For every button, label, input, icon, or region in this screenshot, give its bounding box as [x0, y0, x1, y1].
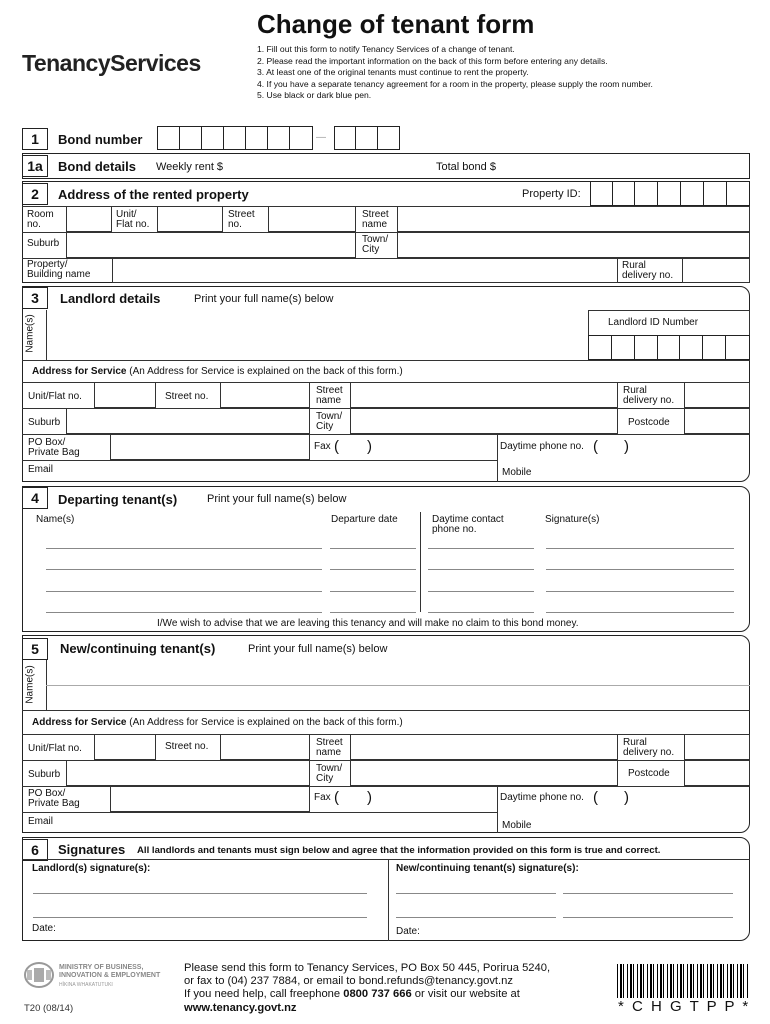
- address-for-service-heading: [32, 366, 403, 377]
- email-input[interactable]: [60, 461, 490, 481]
- logo: TenancyServices: [22, 50, 201, 76]
- departing-name-line[interactable]: [46, 548, 322, 549]
- divider: [22, 859, 750, 860]
- landlord-date-input[interactable]: [62, 920, 362, 938]
- daytime-phone-label: Daytime phone no.: [500, 792, 584, 803]
- fax-paren-open: (: [334, 789, 339, 806]
- bond-number-dash: —: [316, 132, 326, 143]
- section-1-number: 1: [22, 128, 48, 150]
- divider: [420, 512, 421, 612]
- tenant-date-input[interactable]: [426, 920, 726, 938]
- tenant-date-label: Date:: [396, 926, 420, 937]
- tenant-names-input[interactable]: [48, 660, 748, 710]
- instructions-list: [257, 44, 747, 102]
- rural-delivery-input[interactable]: [684, 382, 750, 408]
- section-6-title: Signatures: [58, 842, 126, 857]
- building-name-input[interactable]: [112, 258, 618, 283]
- postcode-label: Postcode: [628, 417, 670, 428]
- suburb-input[interactable]: [66, 408, 310, 434]
- suburb-input[interactable]: [66, 760, 310, 786]
- section-6-number: 6: [22, 839, 48, 861]
- street-name-input[interactable]: [350, 382, 618, 408]
- street-no-label: Street no.: [165, 391, 209, 402]
- section-1-title: Bond number: [58, 132, 143, 147]
- barcode-icon: [617, 964, 750, 998]
- form-code: T20 (08/14): [24, 1003, 74, 1014]
- signature-line[interactable]: [546, 548, 734, 549]
- footer-instructions: [184, 962, 550, 1015]
- instruction-item: 3. At least one of the original tenants must continue to rent the property.: [257, 67, 529, 77]
- property-id-field[interactable]: [590, 181, 750, 206]
- postcode-label: Postcode: [628, 768, 670, 779]
- landlord-names-input[interactable]: [48, 310, 588, 360]
- departure-date-line[interactable]: [330, 569, 416, 570]
- section-3-number: 3: [22, 287, 48, 309]
- suburb-input[interactable]: [66, 232, 356, 258]
- street-name-label: Street name: [316, 385, 343, 406]
- section-3-title: Landlord details: [60, 291, 161, 306]
- departure-date-line[interactable]: [330, 612, 416, 613]
- fax-paren-close: ): [367, 438, 372, 455]
- total-bond-label: Total bond $: [436, 161, 496, 173]
- send-line-2: or fax to (04) 237 7884, or email to bond.refunds@tenancy.govt.nz: [184, 975, 513, 988]
- section-1a-title: Bond details: [58, 159, 137, 174]
- landlord-signature-line[interactable]: [33, 893, 367, 894]
- phone-paren-open: (: [593, 789, 598, 806]
- barcode-text: * C H G T P P *: [618, 998, 751, 1015]
- fax-paren-close: ): [367, 789, 372, 806]
- tenant-signature-line[interactable]: [563, 893, 733, 894]
- street-name-label: Street name: [316, 737, 343, 758]
- unit-flat-input[interactable]: [94, 734, 156, 760]
- afs-bold: Address for Service: [32, 366, 127, 377]
- bond-number-field[interactable]: [157, 126, 313, 150]
- contact-phone-line[interactable]: [428, 548, 534, 549]
- po-box-input[interactable]: [110, 786, 310, 812]
- street-no-input[interactable]: [268, 206, 356, 232]
- daytime-phone-input[interactable]: [590, 788, 746, 810]
- po-box-input[interactable]: [110, 434, 310, 460]
- instruction-item: 5. Use black or dark blue pen.: [257, 90, 372, 100]
- col-names-label: Name(s): [36, 514, 75, 525]
- afs-note: (An Address for Service is explained on the back of this form.): [129, 717, 403, 728]
- town-city-input[interactable]: [397, 232, 750, 258]
- rural-delivery-label: Rural delivery no.: [622, 260, 674, 281]
- departing-declaration: I/We wish to advise that we are leaving this tenancy and will make no claim to this bond money.: [157, 618, 579, 629]
- room-no-input[interactable]: [66, 206, 112, 232]
- departure-date-line[interactable]: [330, 548, 416, 549]
- section-5-subtitle: Print your full name(s) below: [248, 643, 388, 655]
- email-input[interactable]: [60, 813, 490, 832]
- signature-line[interactable]: [546, 612, 734, 613]
- bond-number-suffix-field[interactable]: [334, 126, 400, 150]
- section-2-title: Address of the rented property: [58, 187, 249, 202]
- town-city-input[interactable]: [350, 408, 618, 434]
- property-id-label: Property ID:: [522, 188, 581, 200]
- tenant-signature-line[interactable]: [396, 917, 556, 918]
- daytime-phone-input[interactable]: [590, 436, 746, 458]
- col-signature-label: Signature(s): [545, 514, 600, 525]
- rural-delivery-label: Rural delivery no.: [623, 737, 675, 758]
- street-no-label: Street no.: [228, 209, 255, 230]
- street-no-label: Street no.: [165, 741, 209, 752]
- rural-delivery-input[interactable]: [684, 734, 750, 760]
- town-city-input[interactable]: [350, 760, 618, 786]
- tenant-signature-line[interactable]: [396, 893, 556, 894]
- section-5-title: New/continuing tenant(s): [60, 641, 216, 656]
- mobile-label: Mobile: [502, 467, 532, 478]
- section-4-title: Departing tenant(s): [58, 492, 178, 507]
- ministry-maori-name: HĪKINA WHAKATUTUKI: [59, 982, 113, 988]
- unit-flat-input[interactable]: [94, 382, 156, 408]
- street-name-label: Street name: [362, 209, 389, 230]
- contact-phone-line[interactable]: [428, 569, 534, 570]
- town-city-label: Town/ City: [362, 234, 389, 255]
- instruction-item: 2. Please read the important information on the back of this form before entering any details.: [257, 55, 608, 66]
- section-3-subtitle: Print your full name(s) below: [194, 293, 334, 305]
- instruction-item: 1. Fill out this form to notify Tenancy Services of a change of tenant.: [257, 44, 515, 54]
- daytime-phone-label: Daytime phone no.: [500, 441, 584, 452]
- unit-flat-label: Unit/Flat no.: [28, 743, 82, 754]
- section-5-number: 5: [22, 638, 48, 660]
- section-1a-number: 1a: [22, 155, 48, 177]
- postcode-input[interactable]: [684, 408, 750, 434]
- fax-paren-open: (: [334, 438, 339, 455]
- suburb-label: Suburb: [28, 769, 61, 780]
- weekly-rent-input[interactable]: [232, 157, 422, 175]
- divider: [497, 786, 498, 833]
- landlord-names-side-label: Name(s): [24, 314, 36, 353]
- po-box-label: PO Box/ Private Bag: [28, 437, 80, 458]
- instruction-item: 4. If you have a separate tenancy agreement for a room in the property, please supply the room number.: [257, 78, 653, 89]
- landlord-id-label: Landlord ID Number: [608, 317, 699, 328]
- street-no-input[interactable]: [220, 734, 310, 760]
- suburb-label: Suburb: [28, 417, 61, 428]
- divider: [46, 310, 47, 360]
- departing-name-line[interactable]: [46, 569, 322, 570]
- fax-label: Fax: [314, 792, 331, 803]
- po-box-label: PO Box/ Private Bag: [28, 788, 80, 809]
- divider: [497, 434, 498, 482]
- suburb-label: Suburb: [27, 238, 60, 249]
- departing-name-line[interactable]: [46, 612, 322, 613]
- departing-name-line[interactable]: [46, 591, 322, 592]
- phone-paren-open: (: [593, 438, 598, 455]
- fax-input[interactable]: [330, 788, 490, 810]
- rural-delivery-label: Rural delivery no.: [623, 385, 675, 406]
- phone-paren-close: ): [624, 438, 629, 455]
- landlord-id-field[interactable]: [588, 335, 750, 360]
- mobile-label: Mobile: [502, 820, 532, 831]
- crest-logo-icon: [22, 960, 56, 990]
- unit-flat-input[interactable]: [157, 206, 223, 232]
- website-link[interactable]: www.tenancy.govt.nz: [184, 1001, 297, 1014]
- town-city-label: Town/ City: [316, 763, 343, 784]
- divider: [22, 710, 750, 711]
- landlord-signature-line[interactable]: [33, 917, 367, 918]
- afs-bold: Address for Service: [32, 717, 127, 728]
- help-prefix: If you need help, call freephone: [184, 988, 344, 1001]
- room-no-label: Room no.: [27, 209, 54, 230]
- help-suffix: or visit our website at: [411, 988, 520, 1001]
- tenant-names-side-label: Name(s): [24, 665, 36, 704]
- building-name-label: Property/ Building name: [27, 259, 91, 280]
- afs-note: (An Address for Service is explained on the back of this form.): [129, 366, 403, 377]
- freephone-number[interactable]: 0800 737 666: [343, 988, 412, 1001]
- help-line: [184, 988, 550, 1001]
- col-departure-label: Departure date: [331, 514, 398, 525]
- section-2-number: 2: [22, 183, 48, 205]
- page-title: Change of tenant form: [257, 9, 535, 39]
- send-line-1: Please send this form to Tenancy Services, PO Box 50 445, Porirua 5240,: [184, 962, 551, 974]
- signature-line[interactable]: [546, 569, 734, 570]
- ministry-name: MINISTRY OF BUSINESS, INNOVATION & EMPLOYMENT: [59, 964, 161, 979]
- phone-paren-close: ): [624, 789, 629, 806]
- rural-delivery-input[interactable]: [682, 258, 750, 283]
- section-6-note: All landlords and tenants must sign below and agree that the information provided on this form is true and correct.: [137, 845, 661, 856]
- contact-phone-line[interactable]: [428, 612, 534, 613]
- contact-phone-line[interactable]: [428, 591, 534, 592]
- unit-flat-label: Unit/ Flat no.: [116, 209, 150, 230]
- signature-line[interactable]: [546, 591, 734, 592]
- col-phone-label: Daytime contact phone no.: [432, 514, 504, 535]
- mobile-input[interactable]: [540, 461, 740, 481]
- town-city-label: Town/ City: [316, 411, 343, 432]
- departure-date-line[interactable]: [330, 591, 416, 592]
- weekly-rent-label: Weekly rent $: [156, 161, 224, 173]
- unit-flat-label: Unit/Flat no.: [28, 391, 82, 402]
- landlord-signature-label: Landlord(s) signature(s):: [32, 863, 151, 874]
- email-label: Email: [28, 464, 54, 475]
- divider: [22, 360, 750, 361]
- section-4-number: 4: [22, 487, 48, 509]
- divider: [388, 859, 389, 941]
- tenant-signature-label: New/continuing tenant(s) signature(s):: [396, 863, 579, 874]
- section-4-subtitle: Print your full name(s) below: [207, 493, 347, 505]
- address-for-service-heading: [32, 717, 403, 728]
- email-label: Email: [28, 816, 54, 827]
- street-no-input[interactable]: [220, 382, 310, 408]
- total-bond-input[interactable]: [506, 157, 736, 175]
- tenant-signature-line[interactable]: [563, 917, 733, 918]
- postcode-input[interactable]: [684, 760, 750, 786]
- mobile-input[interactable]: [540, 813, 740, 832]
- street-name-input[interactable]: [397, 206, 750, 232]
- fax-label: Fax: [314, 441, 331, 452]
- fax-input[interactable]: [330, 436, 490, 458]
- street-name-input[interactable]: [350, 734, 618, 760]
- section-4-box: [22, 486, 750, 632]
- landlord-date-label: Date:: [32, 923, 56, 934]
